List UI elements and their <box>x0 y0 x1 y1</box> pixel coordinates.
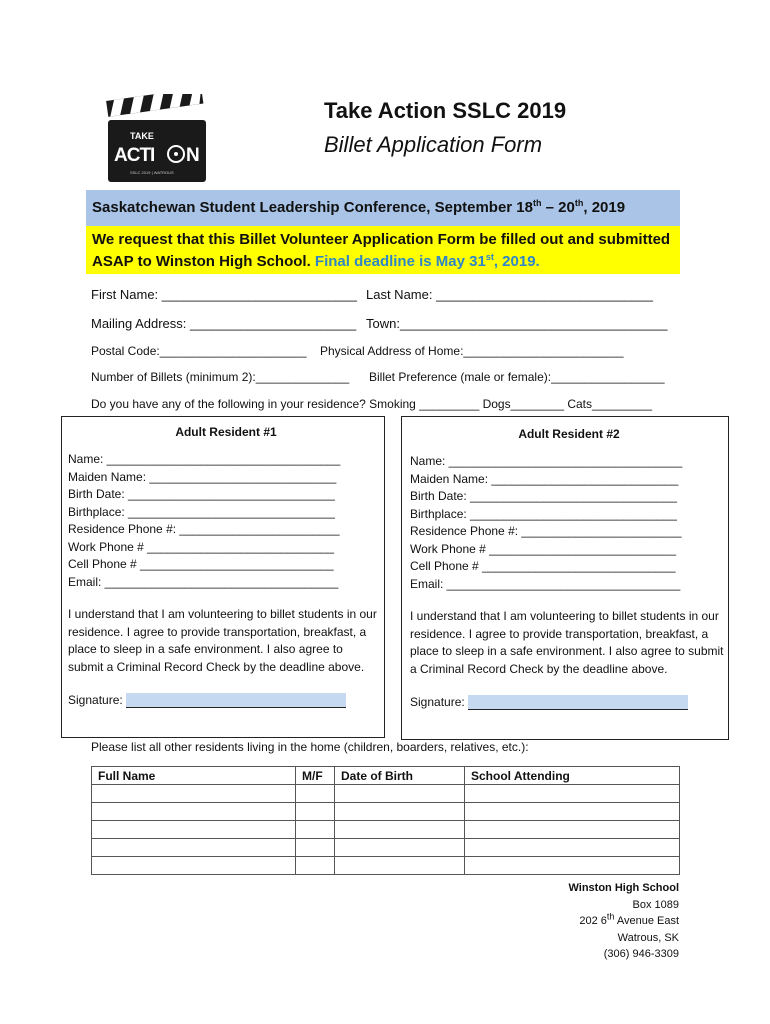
billet-preference-field[interactable]: Billet Preference (male or female):_________________ <box>369 370 665 384</box>
name-field[interactable]: Name: ___________________________________ <box>410 454 683 468</box>
maiden-name-field[interactable]: Maiden Name: ____________________________ <box>68 469 337 484</box>
signature-label: Signature: <box>68 693 123 707</box>
postal-code-field[interactable]: Postal Code:______________________ <box>91 344 307 358</box>
table-cell[interactable] <box>335 821 465 839</box>
table-cell[interactable] <box>296 785 335 803</box>
email-field[interactable]: Email: ___________________________________ <box>410 576 681 591</box>
address-phone: (306) 946-3309 <box>603 948 679 960</box>
table-cell[interactable] <box>92 857 296 875</box>
residence-phone-field[interactable]: Residence Phone #: ________________________ <box>410 524 682 538</box>
table-row[interactable] <box>92 857 680 875</box>
table-cell[interactable] <box>92 839 296 857</box>
adult-resident-1-box <box>61 416 385 738</box>
table-cell[interactable] <box>465 803 680 821</box>
table-row[interactable] <box>92 839 680 857</box>
table-cell[interactable] <box>92 803 296 821</box>
birth-date-field[interactable]: Birth Date: _______________________________ <box>410 489 677 503</box>
resident-heading: Adult Resident #1 <box>175 425 277 439</box>
svg-text:N: N <box>186 145 200 166</box>
residence-phone-field[interactable]: Residence Phone #: ________________________ <box>68 522 340 536</box>
table-cell[interactable] <box>92 785 296 803</box>
first-name-field[interactable]: First Name: ___________________________ <box>91 287 357 302</box>
table-cell[interactable] <box>335 785 465 803</box>
table-row[interactable] <box>92 785 680 803</box>
agreement-statement: I understand that I am volunteering to billet students in our residence. I agree to provide transportation, breakfast, a place to sleep in a safe environment. I also agree to submit a Criminal Record Check by the deadline above. <box>68 607 377 674</box>
birthplace-field[interactable]: Birthplace: _______________________________ <box>68 504 335 519</box>
column-header: Full Name <box>92 767 296 785</box>
conference-banner: Saskatchewan Student Leadership Conference, September 18th – 20th, 2019 <box>86 190 680 226</box>
table-cell[interactable] <box>296 857 335 875</box>
request-banner: We request that this Billet Volunteer Application Form be filled out and submitted ASAP to Winston High School. Final deadline is May 31st, 2019. <box>86 226 680 274</box>
address-street: 202 6th Avenue East <box>579 911 679 927</box>
column-header: School Attending <box>465 767 680 785</box>
deadline-text: Final deadline is May 31st, 2019. <box>314 252 540 270</box>
birthplace-field[interactable]: Birthplace: _______________________________ <box>410 506 677 521</box>
svg-text:SSLC 2019 | WATROUS: SSLC 2019 | WATROUS <box>130 170 174 175</box>
table-cell[interactable] <box>465 821 680 839</box>
table-cell[interactable] <box>465 839 680 857</box>
form-title: Take Action SSLC 2019 <box>324 98 567 123</box>
last-name-field[interactable]: Last Name: ______________________________ <box>366 287 653 302</box>
table-header-row <box>92 767 680 785</box>
table-cell[interactable] <box>296 803 335 821</box>
maiden-name-field[interactable]: Maiden Name: ____________________________ <box>410 471 679 486</box>
svg-text:TAKE: TAKE <box>130 131 154 141</box>
take-action-logo <box>104 94 210 184</box>
table-cell[interactable] <box>92 821 296 839</box>
cell-phone-field[interactable]: Cell Phone # _____________________________ <box>410 559 676 573</box>
address-city: Watrous, SK <box>617 931 679 944</box>
town-field[interactable]: Town:_____________________________________ <box>366 316 668 331</box>
email-field[interactable]: Email: ___________________________________ <box>68 574 339 589</box>
signature-field[interactable] <box>468 695 688 710</box>
signature-label: Signature: <box>410 695 465 709</box>
work-phone-field[interactable]: Work Phone # ____________________________ <box>410 541 677 556</box>
resident-heading: Adult Resident #2 <box>518 427 620 441</box>
clapperboard-icon <box>104 94 210 184</box>
table-cell[interactable] <box>465 857 680 875</box>
table-cell[interactable] <box>335 857 465 875</box>
table-cell[interactable] <box>465 785 680 803</box>
table-cell[interactable] <box>335 839 465 857</box>
number-of-billets-field[interactable]: Number of Billets (minimum 2):______________ <box>91 370 350 384</box>
name-field[interactable]: Name: ___________________________________ <box>68 452 341 466</box>
svg-text:ACTI: ACTI <box>114 145 155 166</box>
school-address <box>569 880 680 963</box>
other-residents-prompt: Please list all other residents living in the home (children, boarders, relatives, etc.): <box>91 740 529 754</box>
pets-smoking-field[interactable]: Do you have any of the following in your residence? Smoking _________ Dogs________ Cats_________ <box>91 397 653 411</box>
other-residents-table <box>91 766 680 875</box>
school-name: Winston High School <box>568 882 679 894</box>
column-header: M/F <box>296 767 335 785</box>
table-row[interactable] <box>92 821 680 839</box>
form-subtitle: Billet Application Form <box>324 132 543 157</box>
adult-resident-2-box <box>401 416 729 740</box>
table-cell[interactable] <box>296 839 335 857</box>
physical-address-field[interactable]: Physical Address of Home:________________________ <box>320 344 624 358</box>
mailing-address-field[interactable]: Mailing Address: _______________________ <box>91 316 357 331</box>
work-phone-field[interactable]: Work Phone # ____________________________ <box>68 539 335 554</box>
column-header: Date of Birth <box>335 767 465 785</box>
table-cell[interactable] <box>335 803 465 821</box>
signature-field[interactable] <box>126 693 346 708</box>
address-box: Box 1089 <box>632 898 679 911</box>
table-cell[interactable] <box>296 821 335 839</box>
table-row[interactable] <box>92 803 680 821</box>
cell-phone-field[interactable]: Cell Phone # _____________________________ <box>68 557 334 571</box>
agreement-statement: I understand that I am volunteering to billet students in our residence. I agree to provide transportation, breakfast, a place to sleep in a safe environment. I also agree to submit a Criminal Record Check by the deadline above. <box>410 609 724 676</box>
birth-date-field[interactable]: Birth Date: _______________________________ <box>68 487 335 501</box>
